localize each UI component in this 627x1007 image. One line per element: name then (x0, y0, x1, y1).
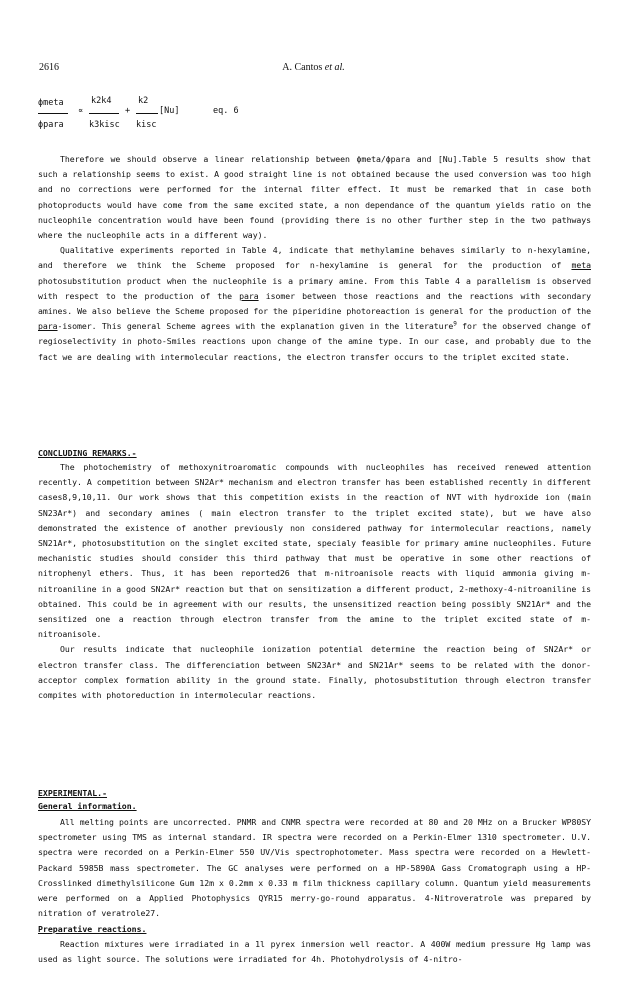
eq-fraction-bar (38, 113, 68, 114)
running-head-etal: et al. (324, 62, 345, 73)
section-heading-experimental: EXPERIMENTAL.- (38, 788, 108, 798)
eq-lhs-denominator: ϕpara (38, 120, 64, 130)
running-head (39, 62, 588, 73)
eq-plus-sign: + (125, 106, 131, 116)
paragraph: Reaction mixtures were irradiated in a 1l pyrex inmersion well reactor. A 400W medium pressure Hg lamp was used as light source. The solutions were irradiated for 4h. Photohydrolysis of 4-nitro- (38, 939, 591, 965)
page-number: 2616 (39, 62, 59, 73)
reference-superscript: 9 (453, 320, 457, 328)
eq-label: eq. 6 (213, 106, 239, 116)
paragraph: Therefore we should observe a linear relationship between ϕmeta/ϕpara and [Nu].Table 5 results show that such a relationship seems to exist. A good straight line is not obtained because the used conversion was too high and no corrections were performed for the internal filter effect. It must be remarked that in case both photoproducts would have come from the same excited state, a non dependance of the quantum yields ratio on the nucleophile concentration would have been found (providing there is no other further step in the two pathways where the nucleophile acts in a different way). (38, 154, 591, 241)
underlined-term: para (38, 321, 58, 332)
text-run: isomer between those reactions and the reactions with secondary amines. We also believe the Scheme proposed for the piperidine photoreaction is general for the production of the (38, 290, 591, 317)
eq-term1-numerator: k2k4 (91, 96, 112, 106)
eq-fraction-bar (89, 113, 119, 114)
eq-fraction-bar (136, 113, 158, 114)
eq-term2-denominator: kisc (136, 120, 157, 130)
underlined-term: meta (571, 260, 591, 271)
text-run: Qualitative experiments reported in Table 4, indicate that methylamine behaves similarly to n-hexylamine, and therefore we think the Scheme proposed for n-hexylamine is general for the production of (38, 245, 591, 271)
eq-term2-numerator: k2 (138, 96, 149, 106)
eq-lhs-numerator: ϕmeta (38, 98, 64, 108)
paragraph: All melting points are uncorrected. PNMR and CNMR spectra were recorded at 80 and 20 MHz on a Brucker WP80SY spectrometer using TMS as internal standard. IR spectra were recorded on a Perkin-Elmer 1310 spectrometer. U.V. spectra were recorded on a Perkin-Elmer 550 UV/Vis spectrophotometer. Mass spectra were recorded on a Hewlett-Packard 5985B mass spectrometer. The GC analyses were performed on a HP-5890A Gass Cromatograph using a HP-Crosslinked dimethylsilicone Gum 12m x 0.2mm x 0.33 m film thickness capillary column. Quantum yield measurements were performed on a Applied Photophysics QYR15 merry-go-round apparatus. 4-Nitroveratrole was prepared by nitration of veratrole27. (38, 817, 591, 919)
results-discussion (38, 152, 591, 365)
eq-nucleophile: [Nu] (159, 106, 180, 116)
concluding-remarks (38, 460, 591, 703)
text-run: for the observed change of regioselectivity in photo-Smiles reactions upon change of the amine type. In our case, and probably due to the fact we are dealing with intermolecular reactions, the electron transfer occurs to the triplet excited state. (38, 321, 591, 362)
subsection-heading-preparative: Preparative reactions. (38, 924, 147, 934)
section-heading-concluding: CONCLUDING REMARKS.- (38, 448, 137, 458)
equation-6 (38, 96, 338, 148)
underlined-term: para (239, 290, 259, 301)
paragraph: Our results indicate that nucleophile ionization potential determine the reaction being of SN2Ar* or electron transfer class. The differenciation between SN23Ar* and SN21Ar* seems to be related with the donor-acceptor complex formation ability in the ground state. Finally, photosubstitution through electron transfer compites with photoreduction in intermolecular reactions. (38, 644, 591, 701)
eq-term1-denominator: k3kisc (89, 120, 120, 130)
text-run: photosubstitution product when the nucleophile is a primary amine. From this Table 4 a parallelism is observed with respect to the production of the (38, 275, 591, 301)
paragraph: The photochemistry of methoxynitroaromatic compounds with nucleophiles has received renewed attention recently. A competition between SN2Ar* mechanism and electron transfer has been established recently in different cases8,9,10,11. Our work shows that this competition exists in the reaction of NVT with hydroxide ion (main SN23Ar*) and secondary amines ( main electron transfer to the triplet excited state), but we have also demonstrated the existence of another previously non considered pathway for intermolecular reactions, namely SN21Ar*, photosubstitution on the singlet excited state, specialy feasible for primary amine nucleophiles. Future mechanistic studies should consider this third pathway that must be operative in some other reactions of nitrophenyl ethers. Thus, it has been reported26 that m-nitroanisole reacts with liquid ammonia giving m-nitroaniline in a good SN2Ar* reaction but that on sensitization a different product, 2-methoxy-4-nitroaniline is obtained. This could be in agreement with our results, the unsensitized reaction being possibly SN21Ar* and the sensitized one a reaction through electron transfer from the amine to the triplet excited state of m-nitroanisole. (38, 462, 591, 640)
running-head-authors: A. Cantos (282, 62, 323, 73)
eq-proportional-sign: ∝ (78, 106, 84, 116)
page-header (39, 62, 588, 78)
general-information (38, 815, 591, 921)
text-run: -isomer. This general Scheme agrees with the explanation given in the literature (57, 321, 454, 332)
subsection-heading-general: General information. (38, 801, 137, 811)
preparative-reactions (38, 937, 591, 967)
paragraph (38, 243, 591, 365)
